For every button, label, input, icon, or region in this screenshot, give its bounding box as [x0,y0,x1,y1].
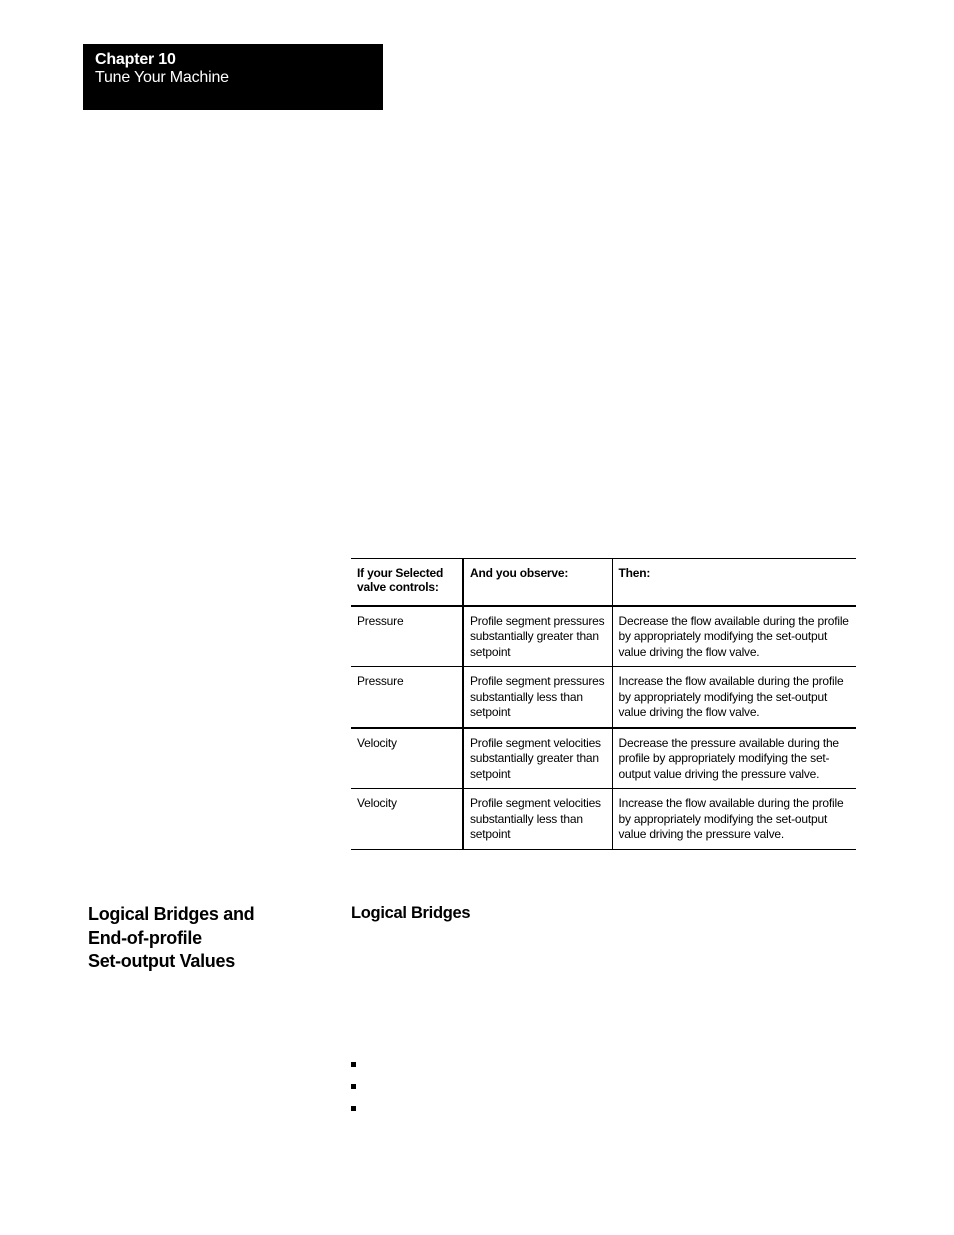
chapter-header [83,44,383,110]
cell-then: Increase the flow available during the profile by appropriately modifying the set-output value driving the flow valve. [612,667,856,728]
section-heading-line: Set-output Values [88,951,235,971]
bullet-square-icon [351,1062,356,1067]
cell-then: Increase the flow available during the profile by appropriately modifying the set-output value driving the pressure valve. [612,789,856,850]
cell-valve: Velocity [351,728,463,789]
table-row [351,667,856,728]
table-row [351,728,856,789]
cell-observe: Profile segment pressures substantially less than setpoint [463,667,612,728]
cell-observe: Profile segment velocities substantially less than setpoint [463,789,612,850]
chapter-label: Chapter 10 [95,51,176,68]
chapter-title: Tune Your Machine [95,69,229,86]
cell-observe: Profile segment velocities substantially greater than setpoint [463,728,612,789]
cell-then: Decrease the flow available during the profile by appropriately modifying the set-output value driving the flow valve. [612,606,856,667]
section-heading-line: Logical Bridges and [88,904,255,924]
valve-tuning-table [351,558,856,850]
header-valve-controls: If your Selected valve controls: [351,559,463,606]
bullet-list [351,1062,356,1128]
cell-then: Decrease the pressure available during the profile by appropriately modifying the set-output value driving the pressure valve. [612,728,856,789]
header-then: Then: [612,559,856,606]
section-heading-line: End-of-profile [88,927,202,948]
cell-valve: Pressure [351,667,463,728]
bullet-square-icon [351,1084,356,1089]
subheading-logical-bridges: Logical Bridges [351,904,471,922]
table-row [351,606,856,667]
header-observe: And you observe: [463,559,612,606]
cell-observe: Profile segment pressures substantially greater than setpoint [463,606,612,667]
cell-valve: Velocity [351,789,463,850]
table-header-row [351,559,856,606]
bullet-square-icon [351,1106,356,1111]
section-heading [88,903,308,974]
cell-valve: Pressure [351,606,463,667]
table-row [351,789,856,850]
